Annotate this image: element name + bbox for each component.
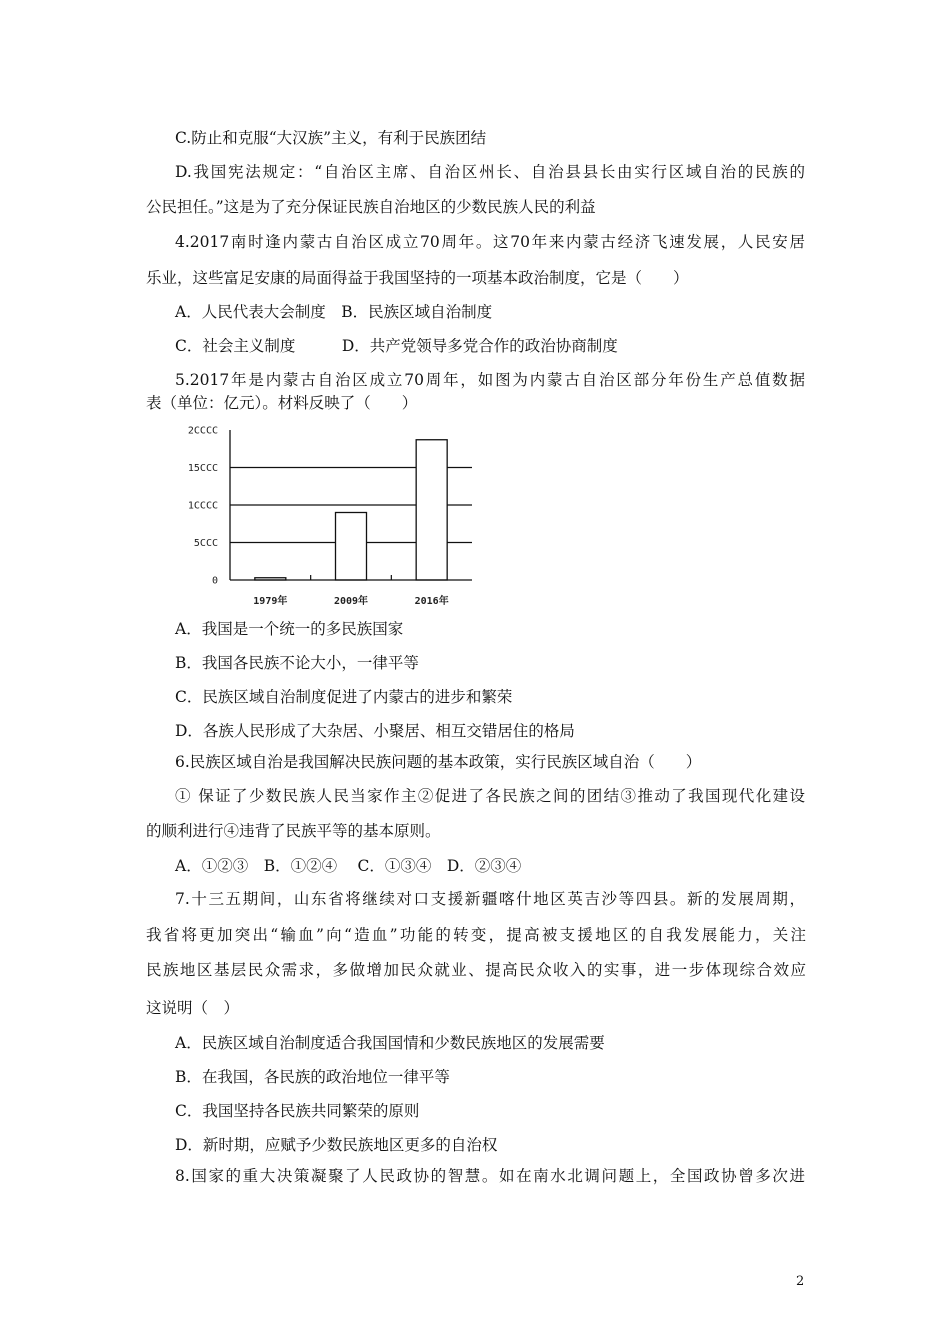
option-line: A．我国是一个统一的多民族国家 [175, 620, 404, 638]
option-line: D．新时期，应赋予少数民族地区更多的自治权 [175, 1136, 498, 1154]
question-6: 6.民族区域自治是我国解决民族问题的基本政策，实行民族区域自治（ ） [175, 753, 702, 771]
x-tick-label: 2016年 [414, 596, 449, 607]
option-line: A．民族区域自治制度适合我国国情和少数民族地区的发展需要 [175, 1034, 605, 1052]
text-line: D.我国宪法规定：“自治区主席、自治区州长、自治县县长由实行区域自治的民族的 [175, 163, 805, 181]
y-tick-label: 2CCCC [187, 425, 218, 437]
x-tick-label: 1979年 [253, 596, 288, 607]
chart-bars [255, 440, 447, 580]
y-tick-label: 0 [211, 575, 218, 587]
option-line: C．民族区域自治制度促进了内蒙古的进步和繁荣 [175, 688, 513, 706]
option-line: A．①②③ B．①②④ C．①③④ D．②③④ [175, 857, 522, 875]
bar [336, 513, 367, 581]
text-line: 公民担任。”这是为了充分保证民族自治地区的少数民族人民的利益 [146, 198, 596, 216]
option-line: B．在我国，各民族的政治地位一律平等 [175, 1068, 450, 1086]
text-line: C.防止和克服“大汉族”主义，有利于民族团结 [175, 129, 487, 147]
text-line: ① 保证了少数民族人民当家作主②促进了各民族之间的团结③推动了我国现代化建设 [175, 787, 805, 805]
y-tick-label: 15CCC [187, 463, 218, 474]
bar [416, 440, 447, 580]
option-line: A．人民代表大会制度 B．民族区域自治制度 [175, 303, 493, 321]
y-tick-labels [188, 426, 218, 587]
x-tick-labels [253, 594, 448, 607]
text-line: 民族地区基层民众需求，多做增加民众就业、提高民众收入的实事，进一步体现综合效应 [146, 961, 806, 979]
question-5: 5.2017年是内蒙古自治区成立70周年，如图为内蒙古自治区部分年份生产总值数据 [175, 371, 805, 389]
page-number: 2 [796, 1274, 805, 1289]
question-8: 8.国家的重大决策凝聚了人民政协的智慧。如在南水北调问题上，全国政协曾多次进 [175, 1167, 805, 1185]
question-7: 7.十三五期间，山东省将继续对口支援新疆喀什地区英吉沙等四县。新的发展周期， [175, 890, 805, 908]
text-line: 的顺利进行④违背了民族平等的基本原则。 [146, 822, 441, 840]
x-tick-label: 2009年 [333, 596, 369, 607]
option-line: C．社会主义制度 D．共产党领导多党合作的政治协商制度 [175, 337, 618, 355]
text-line: 乐业，这些富足安康的局面得益于我国坚持的一项基本政治制度，它是（ ） [146, 269, 689, 287]
text-line: 我省将更加突出“输血”向“造血”功能的转变，提高被支援地区的自我发展能力，关注 [146, 926, 806, 944]
y-tick-label: 5CCC [193, 538, 218, 549]
gdp-bar-chart [180, 422, 480, 617]
option-line: B．我国各民族不论大小，一律平等 [175, 654, 419, 672]
option-line: C．我国坚持各民族共同繁荣的原则 [175, 1102, 420, 1120]
text-line: 表（单位：亿元）。材料反映了（ ） [146, 394, 418, 412]
text-line: 这说明（ ） [146, 999, 240, 1017]
y-tick-label: 1CCCC [187, 500, 218, 512]
question-4: 4.2017南时逢内蒙古自治区成立70周年。这70年来内蒙古经济飞速发展，人民安居 [175, 233, 805, 251]
option-line: D．各族人民形成了大杂居、小聚居、相互交错居住的格局 [175, 722, 575, 740]
